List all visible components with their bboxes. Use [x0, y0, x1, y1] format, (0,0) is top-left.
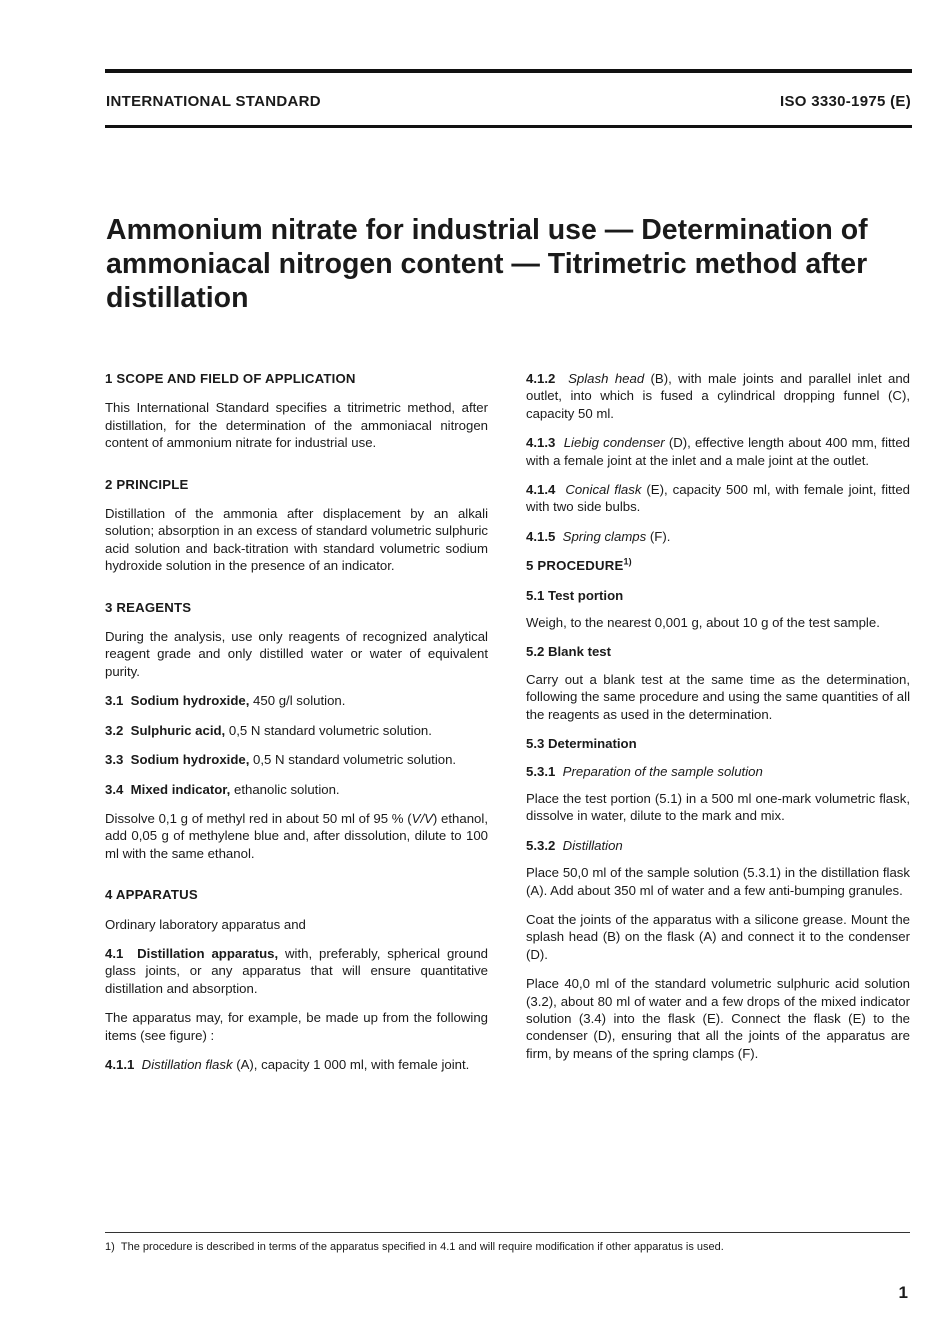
- subsection-5-2-text: Carry out a blank test at the same time as the determination, following the same procedure and using the same quantities of all the reagents as used in the determination.: [526, 671, 910, 722]
- apparatus-name: Distillation apparatus,: [137, 945, 279, 961]
- section-1-text: This International Standard specifies a titrimetric method, after distillation, for the determination of the ammoniacal nitrogen content of ammonium nitrate for industrial use.: [105, 400, 488, 451]
- document-type: INTERNATIONAL STANDARD: [106, 93, 321, 110]
- apparatus-4-1-2: 4.1.2 Splash head (B), with male joints and parallel inlet and outlet, into which is fused a cylindrical dropping funnel (C), capacity 50 ml.: [526, 371, 910, 421]
- subsection-5-1-heading: 5.1 Test portion: [526, 587, 624, 603]
- clause-5-3-2-text-1: Place 50,0 ml of the sample solution (5.3.1) in the distillation flask (A). Add about 350 ml of water and a few anti-bumping granules.: [526, 865, 910, 898]
- apparatus-4-1-note: The apparatus may, for example, be made up from the following items (see figure) :: [105, 1010, 488, 1043]
- reagent-name: Mixed indicator,: [130, 781, 231, 797]
- section-1-heading: 1 SCOPE AND FIELD OF APPLICATION: [105, 371, 356, 386]
- reagent-desc: ethanolic solution.: [230, 781, 340, 797]
- apparatus-4-1: 4.1 Distillation apparatus, with, preferably, spherical ground glass joints, or any apparatus that will ensure quantitative distillation and absorption.: [105, 945, 489, 996]
- footnote: [105, 1241, 910, 1253]
- item-name: Conical flask: [565, 482, 642, 498]
- left-column: [105, 370, 488, 1085]
- footnote-ref: 1): [623, 556, 632, 567]
- reagent-3-4-text: Dissolve 0,1 g of methyl red in about 50 ml of 95 % (V/V) ethanol, add 0,05 g of methylene blue and, after dissolution, dilute to 100 ml with the same ethanol.: [105, 810, 488, 861]
- apparatus-4-1-3: 4.1.3 Liebig condenser (D), effective length about 400 mm, fitted with a female joint at the inlet and a male joint at the outlet.: [526, 435, 910, 468]
- section-3-text: During the analysis, use only reagents of recognized analytical reagent grade and only distilled water or water of equivalent purity.: [105, 629, 488, 679]
- item-name: Distillation flask: [141, 1056, 233, 1072]
- clause-number: 3.2: [105, 722, 124, 738]
- clause-number: 4.1: [105, 945, 124, 961]
- header-bottom-rule: [105, 125, 912, 128]
- reagent-name: Sodium hydroxide,: [130, 752, 250, 768]
- footnote-mark: 1): [105, 1241, 115, 1253]
- clause-5-3-2-text-3: Place 40,0 ml of the standard volumetric sulphuric acid solution (3.2), about 80 ml of water and a few drops of the mixed indicator solution (3.4) into the flask (E). Connect the flask (E) to the condenser (D), ensuring that all the joints of the apparatus are firm, by means of the spring clamps (F).: [526, 976, 910, 1061]
- right-column: [526, 370, 910, 1074]
- clause-5-3-2-text-2: Coat the joints of the apparatus with a silicone grease. Mount the splash head (B) on the flask (A) and connect it to the condenser (D).: [526, 911, 910, 962]
- reagent-desc: 0,5 N standard volumetric solution.: [249, 752, 457, 768]
- reagent-name: Sodium hydroxide,: [130, 693, 250, 709]
- reagent-3-3: [105, 751, 488, 768]
- clause-number: 4.1.1: [105, 1056, 135, 1072]
- subsection-5-2-heading: 5.2 Blank test: [526, 644, 612, 660]
- page-number: 1: [898, 1283, 908, 1302]
- document-title: Ammonium nitrate for industrial use — Determination of ammoniacal nitrogen content — Titrimetric method after distillation: [106, 214, 868, 314]
- clause-number: 4.1.5: [526, 528, 556, 544]
- section-5-heading: 5 PROCEDURE$^{1)}$: [526, 556, 632, 574]
- clause-number: 3.3: [105, 752, 124, 768]
- footnote-text: The procedure is described in terms of the apparatus specified in 4.1 and will require modification if other apparatus is used.: [120, 1241, 724, 1253]
- header-top-rule: [105, 69, 912, 73]
- apparatus-4-1-4: 4.1.4 Conical flask (E), capacity 500 ml, with female joint, fitted with two side bulbs.: [526, 482, 911, 515]
- subsection-5-3-heading: 5.3 Determination: [526, 736, 637, 752]
- reagent-desc: 0,5 N standard volumetric solution.: [225, 722, 432, 738]
- clause-5-3-1-heading: 5.3.1 Preparation of the sample solution: [526, 763, 763, 779]
- section-4-text: Ordinary laboratory apparatus and: [105, 916, 306, 932]
- section-3-heading: 3 REAGENTS: [105, 599, 192, 615]
- subsection-5-1-text: Weigh, to the nearest 0,001 g, about 10 g of the test sample.: [526, 615, 880, 631]
- reagent-desc: 450 g/l solution.: [249, 693, 346, 709]
- clause-number: 3.4: [105, 781, 124, 797]
- apparatus-4-1-1: 4.1.1 Distillation flask (A), capacity 1 000 ml, with female joint.: [105, 1056, 470, 1072]
- item-name: Splash head: [568, 371, 645, 386]
- section-2-heading: 2 PRINCIPLE: [105, 476, 189, 492]
- clause-number: 4.1.3: [526, 435, 556, 451]
- reagent-3-1: [105, 692, 488, 709]
- footnote-rule: [105, 1232, 910, 1233]
- clause-number: 4.1.4: [526, 482, 556, 498]
- reagent-3-2: [105, 722, 488, 739]
- section-2-text: Distillation of the ammonia after displacement by an alkali solution; absorption in an excess of standard volumetric sulphuric acid solution and back-titration with standard volumetric sodium hydroxide solution in the presence of an indicator.: [105, 506, 488, 574]
- clause-5-3-1-text: Place the test portion (5.1) in a 500 ml one-mark volumetric flask, dissolve in water, dilute to the mark and mix.: [526, 790, 910, 824]
- item-name: Liebig condenser: [563, 435, 665, 451]
- clause-number: 4.1.2: [526, 371, 556, 386]
- section-4-heading: 4 APPARATUS: [105, 887, 198, 903]
- item-name: Spring clamps: [562, 528, 647, 544]
- clause-number: 3.1: [105, 693, 124, 709]
- clause-5-3-2-heading: 5.3.2 Distillation: [526, 837, 623, 853]
- apparatus-4-1-5: 4.1.5 Spring clamps (F).: [526, 528, 671, 544]
- standard-number: ISO 3330-1975 (E): [779, 93, 911, 110]
- reagent-3-4: [105, 781, 488, 798]
- reagent-name: Sulphuric acid,: [130, 722, 226, 738]
